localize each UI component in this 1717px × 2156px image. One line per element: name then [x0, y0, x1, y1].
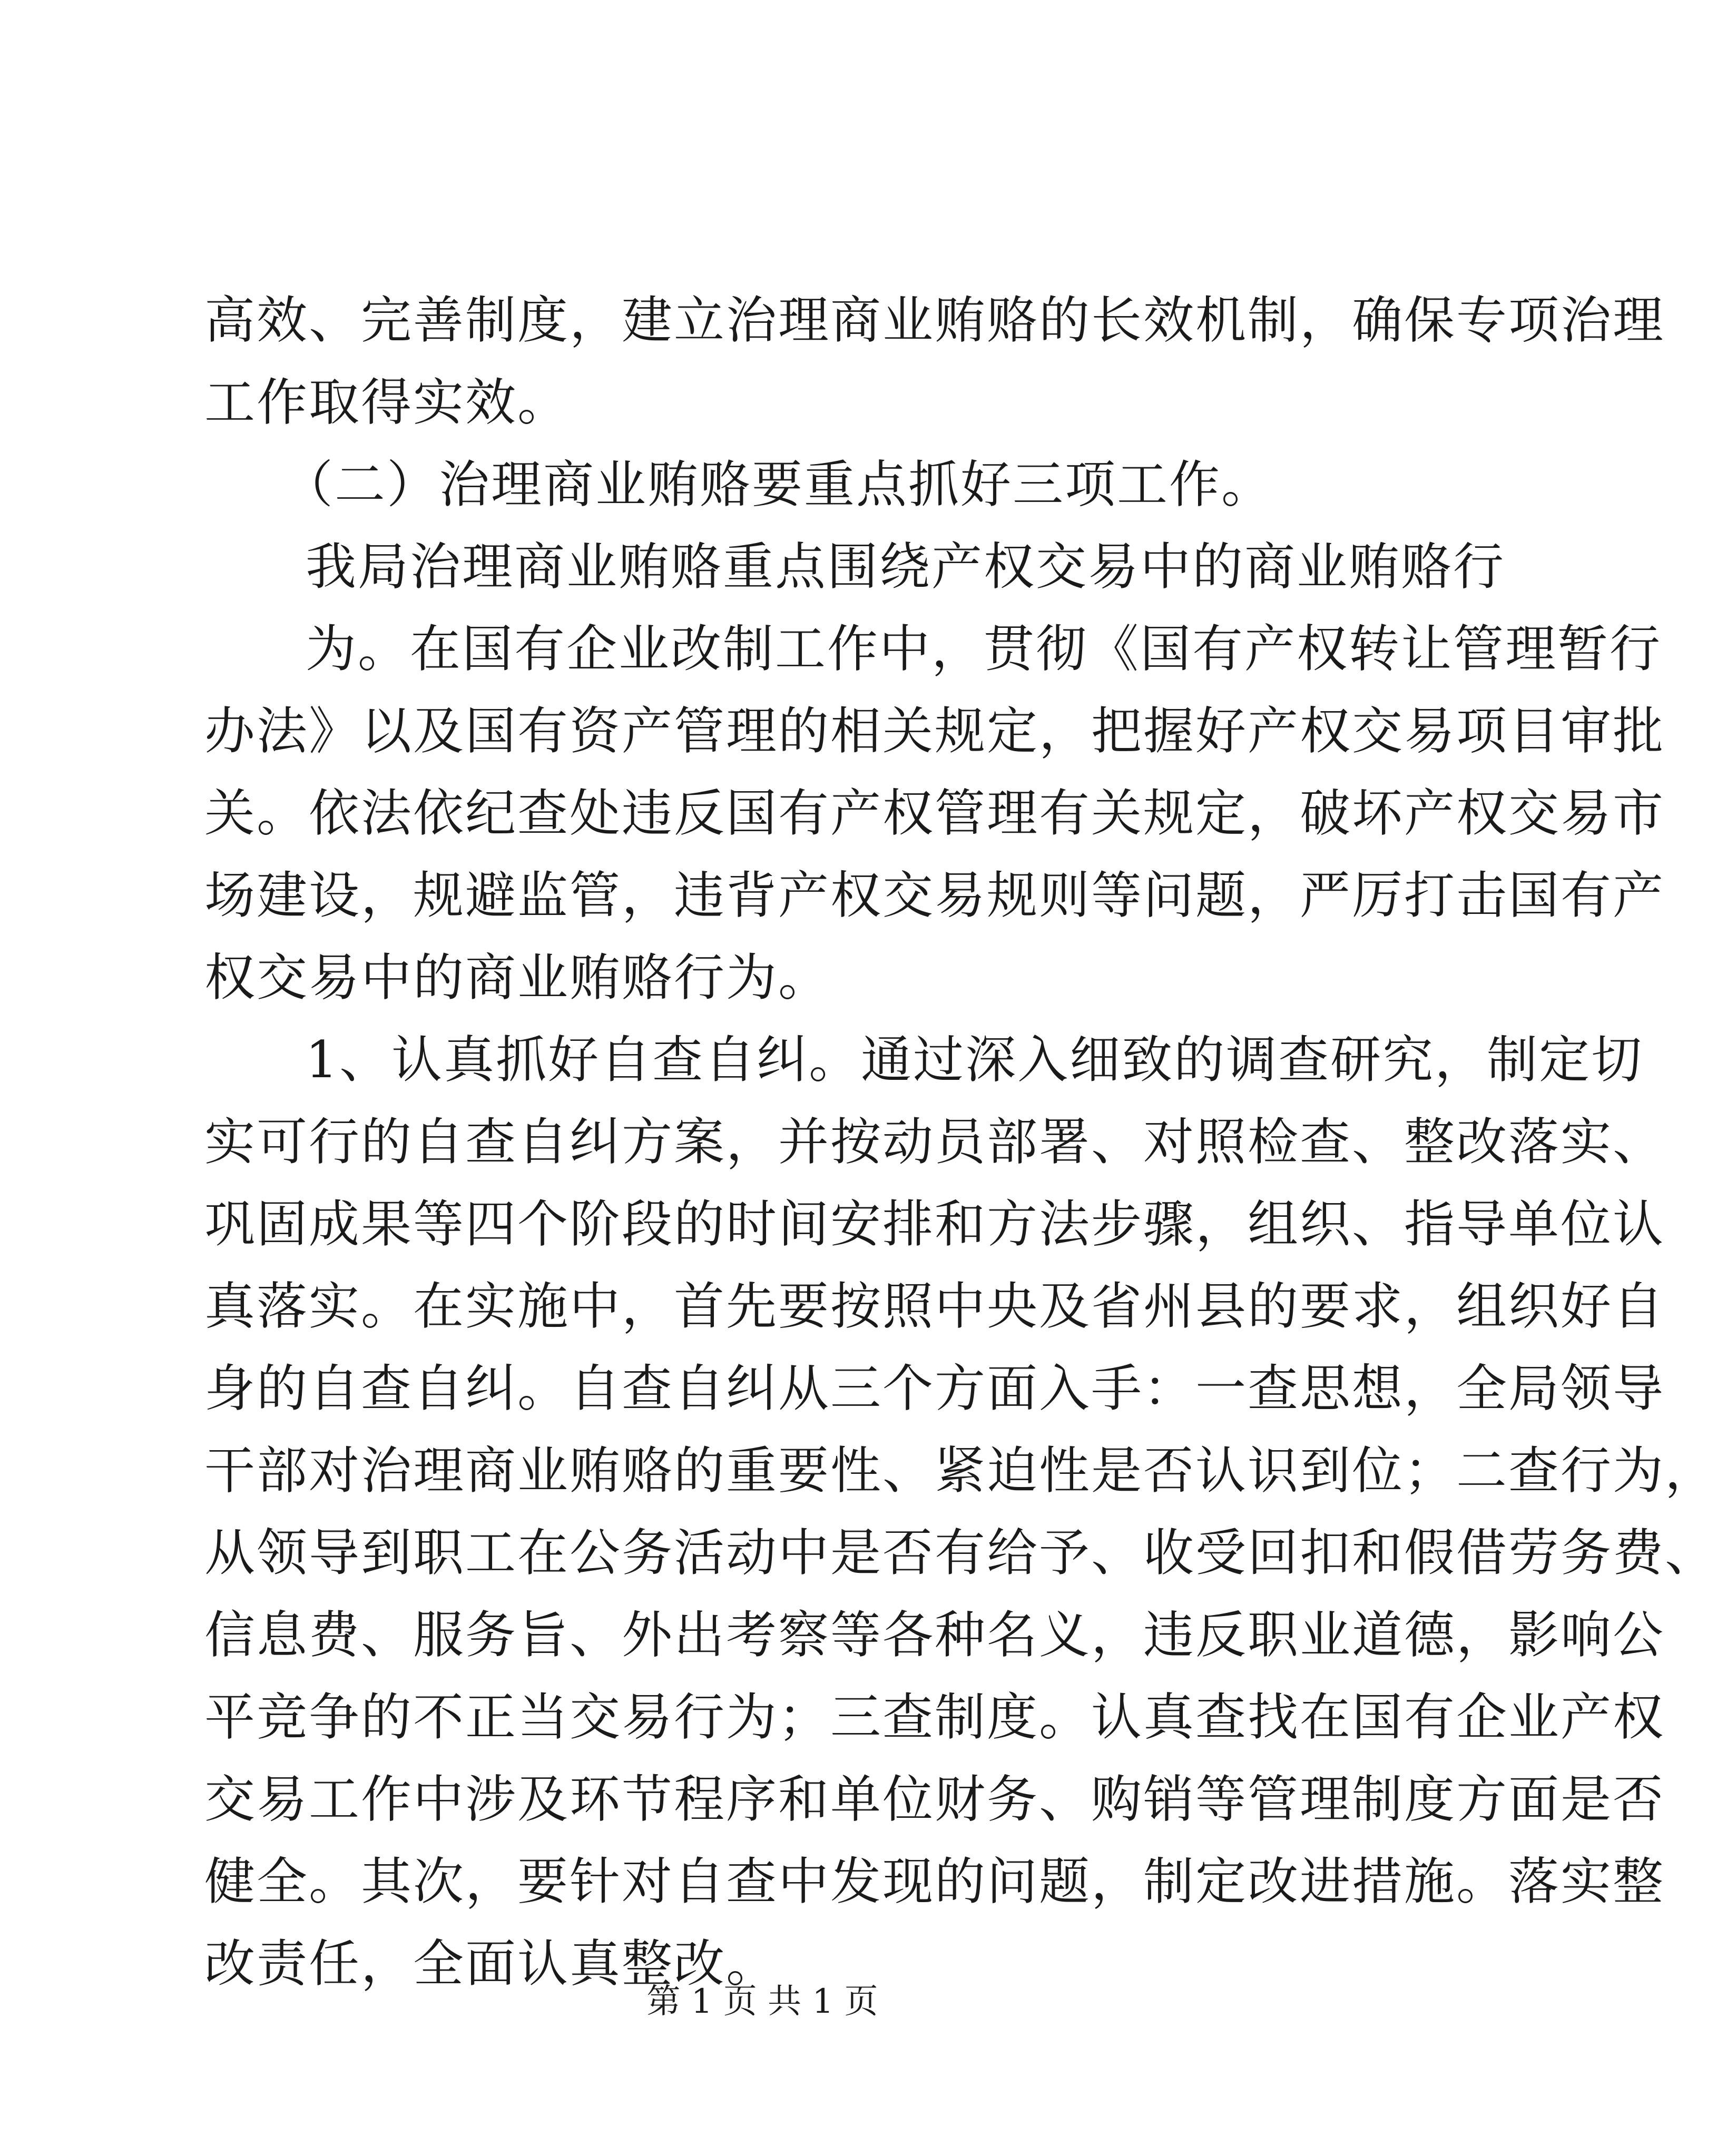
- text-line: 场建设，规避监管，违背产权交易规则等问题，严厉打击国有产: [204, 866, 1665, 925]
- text-line: 真落实。在实施中，首先要按照中央及省州县的要求，组织好自: [204, 1277, 1665, 1336]
- text-line: 巩固成果等四个阶段的时间安排和方法步骤，组织、指导单位认: [204, 1195, 1665, 1254]
- text-line: 实可行的自查自纠方案，并按动员部署、对照检查、整改落实、: [204, 1113, 1665, 1171]
- section-heading: （二）治理商业贿赂要重点抓好三项工作。: [282, 455, 1273, 514]
- text-line: 1、认真抓好自查自纠。通过深入细致的调查研究，制定切: [306, 1030, 1644, 1089]
- text-line: 干部对治理商业贿赂的重要性、紧迫性是否认识到位；二查行为，: [204, 1441, 1717, 1500]
- page-footer: 第 1 页 共 1 页: [646, 1982, 878, 2021]
- text-line: 平竞争的不正当交易行为；三查制度。认真查找在国有企业产权: [204, 1688, 1665, 1747]
- text-line: 工作取得实效。: [204, 373, 570, 432]
- body-text: [204, 279, 1717, 2005]
- text-line: 关。依法依纪查处违反国有产权管理有关规定，破坏产权交易市: [204, 784, 1665, 843]
- text-line: 高效、完善制度，建立治理商业贿赂的长效机制，确保专项治理: [204, 291, 1665, 350]
- text-line: 健全。其次，要针对自查中发现的问题，制定改进措施。落实整: [204, 1852, 1665, 1911]
- text-line: 信息费、服务旨、外出考察等各种名义，违反职业道德，影响公: [204, 1606, 1665, 1665]
- text-line: 改责任，全面认真整改。: [204, 1934, 778, 1993]
- text-line: 从领导到职工在公务活动中是否有给予、收受回扣和假借劳务费、: [204, 1523, 1717, 1582]
- text-line: 身的自查自纠。自查自纠从三个方面入手：一查思想，全局领导: [204, 1359, 1665, 1418]
- text-line: 我局治理商业贿赂重点围绕产权交易中的商业贿赂行: [306, 537, 1505, 596]
- text-line: 交易工作中涉及环节程序和单位财务、购销等管理制度方面是否: [204, 1770, 1665, 1829]
- text-line: 权交易中的商业贿赂行为。: [204, 948, 830, 1007]
- text-line: 办法》以及国有资产管理的相关规定，把握好产权交易项目审批: [204, 702, 1665, 761]
- text-line: 为。在国有企业改制工作中，贯彻《国有产权转让管理暂行: [306, 619, 1662, 678]
